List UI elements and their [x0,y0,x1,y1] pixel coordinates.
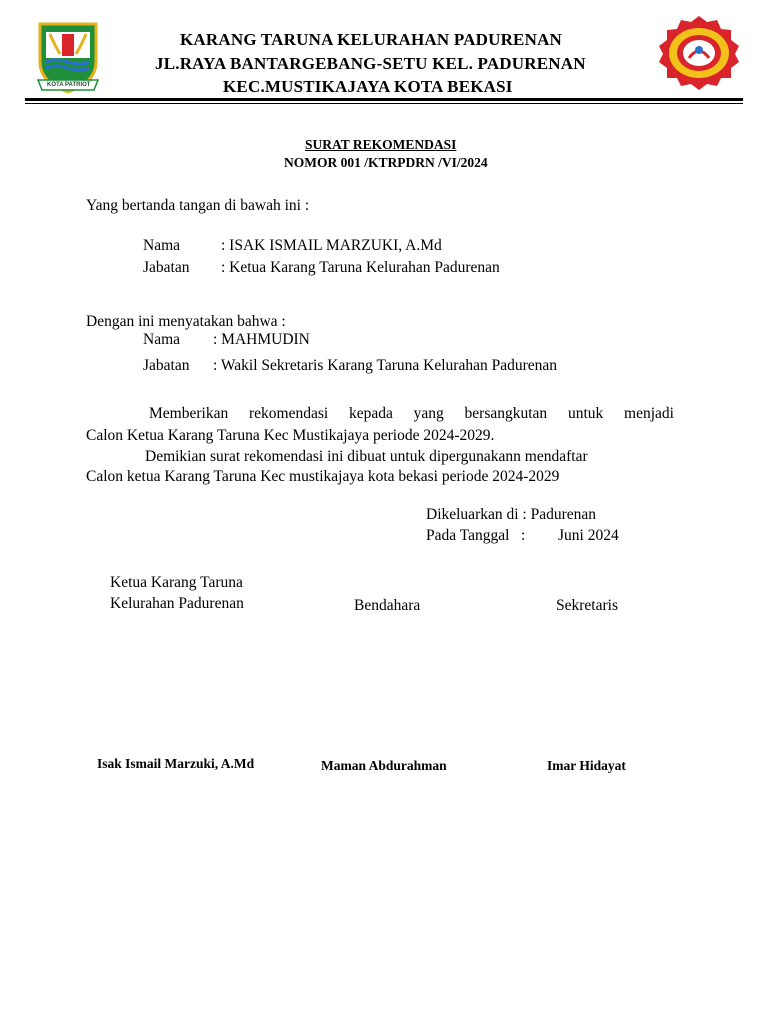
para2-line2: Calon ketua Karang Taruna Kec mustikajaya kota bekasi periode 2024-2029 [86,468,560,485]
subject-nama-value: : MAHMUDIN [213,331,310,348]
header-rule-thick [25,98,743,101]
bendahara-name: Maman Abdurahman [321,758,447,773]
sekretaris-role: Sekretaris [556,597,618,614]
signer-nama-value: : ISAK ISMAIL MARZUKI, A.Md [221,237,442,254]
para2-line1: Demikian surat rekomendasi ini dibuat untuk dipergunakann mendaftar [145,448,588,465]
header-rule-thin [25,103,743,104]
bendahara-role: Bendahara [354,597,421,614]
letter-title: SURAT REKOMENDASI [305,137,457,152]
signer-jabatan-label: Jabatan [143,259,190,276]
issued-date-value: Juni 2024 [558,527,619,544]
issued-at: Dikeluarkan di : Padurenan [426,506,597,523]
statement-text: Dengan ini menyatakan bahwa : [86,313,286,330]
letter-number: NOMOR 001 /KTRPDRN /VI/2024 [284,155,488,170]
ketua-role-line2: Kelurahan Padurenan [110,595,244,612]
subject-nama-label: Nama [143,331,181,348]
intro-text: Yang bertanda tangan di bawah ini : [86,197,310,214]
emblem-ribbon-text: KOTA PATRIOT [47,82,91,88]
issued-date-label: Pada Tanggal : [426,527,526,544]
sekretaris-name: Imar Hidayat [547,758,626,773]
para1-line1: Memberikan rekomendasi kepada yang bersangkutan untuk menjadi [149,405,674,422]
org-address: JL.RAYA BANTARGEBANG-SETU KEL. PADURENAN [155,54,586,73]
org-district: KEC.MUSTIKAJAYA KOTA BEKASI [223,77,513,96]
subject-jabatan-label: Jabatan [143,357,190,374]
org-name: KARANG TARUNA KELURAHAN PADURENAN [180,30,563,49]
subject-jabatan-value: : Wakil Sekretaris Karang Taruna Kelurahan Padurenan [213,357,557,374]
ketua-name: Isak Ismail Marzuki, A.Md [97,756,255,771]
para1-line2: Calon Ketua Karang Taruna Kec Mustikajaya periode 2024-2029. [86,427,495,444]
signer-jabatan-value: : Ketua Karang Taruna Kelurahan Padurenan [221,259,500,276]
karang-taruna-emblem [653,14,745,90]
ketua-role-line1: Ketua Karang Taruna [110,574,243,591]
signer-nama-label: Nama [143,237,181,254]
